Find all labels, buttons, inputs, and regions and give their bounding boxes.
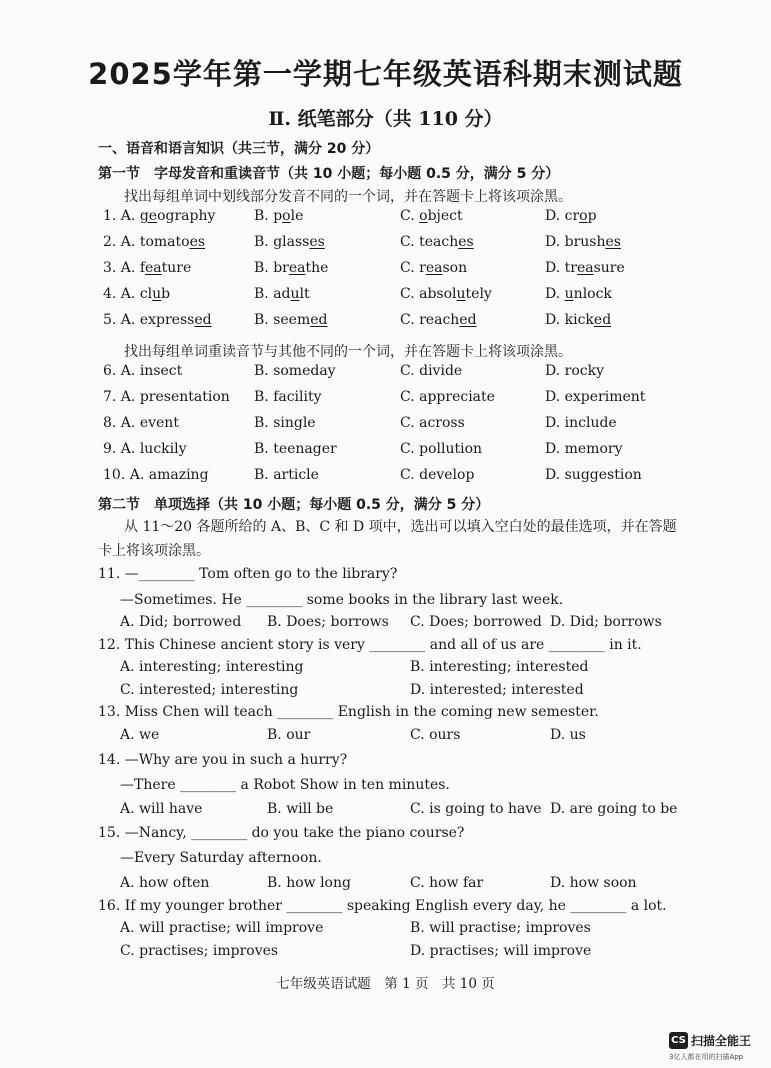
- q5-option-c: [400, 312, 477, 328]
- word-part: C. r: [400, 260, 426, 276]
- q15-option-c: C. how far: [410, 875, 484, 891]
- q9-option-a: 9. A. luckily: [103, 441, 187, 457]
- section1-instruction-b: 找出每组单词重读音节与其他不同的一个词，并在答题卡上将该项涂黑。: [124, 344, 572, 360]
- q2-option-c: [400, 234, 474, 250]
- q16-stem: 16. If my younger brother ________ speaking English every day, he ________ a lot.: [98, 898, 667, 914]
- word-part: 3. A. f: [103, 260, 145, 276]
- q6-option-a: 6. A. insect: [103, 363, 183, 379]
- q3-option-b: [254, 260, 328, 276]
- q15-option-b: B. how long: [267, 875, 351, 891]
- underlined-letters: ed: [194, 312, 212, 328]
- word-part: 1. A.: [103, 208, 140, 224]
- word-part: C. reach: [400, 312, 460, 328]
- word-part: nlock: [573, 286, 612, 302]
- q2-option-a: [103, 234, 205, 250]
- watermark-tagline: 3亿人都在用的扫描App: [669, 1053, 744, 1061]
- q12-option-b: B. interesting; interested: [410, 659, 589, 675]
- q16-option-c: C. practises; improves: [120, 943, 279, 959]
- underlined-letters: es: [309, 234, 325, 250]
- q5-option-d: [545, 312, 611, 328]
- q14-option-d: D. are going to be: [550, 801, 678, 817]
- word-part: C. teach: [400, 234, 459, 250]
- q10-option-d: D. suggestion: [545, 467, 642, 483]
- underlined-letters: ea: [576, 260, 594, 276]
- q11-option-a: A. Did; borrowed: [120, 614, 242, 630]
- q5-option-b: [254, 312, 327, 328]
- section2-instruction-line1: 从 11～20 各题所给的 A、B、C 和 D 项中，选出可以填入空白处的最佳选项，并在答题: [124, 519, 677, 535]
- underlined-letters: u: [456, 286, 466, 302]
- q6-option-d: D. rocky: [545, 363, 604, 379]
- word-part: ography: [157, 208, 216, 224]
- underlined-letters: es: [189, 234, 206, 250]
- q15-stem: 15. —Nancy, ________ do you take the piano course?: [98, 825, 465, 841]
- q5-option-a: [103, 312, 212, 328]
- q7-option-d: D. experiment: [545, 389, 646, 405]
- word-part: D.: [545, 286, 565, 302]
- q2-option-d: [545, 234, 621, 250]
- q3-option-a: [103, 260, 191, 276]
- section2-instruction-line2: 卡上将该项涂黑。: [98, 543, 210, 559]
- q1-option-c: [400, 208, 463, 224]
- q13-option-a: A. we: [120, 727, 160, 743]
- camscanner-logo-icon: CS: [669, 1032, 688, 1049]
- word-part: B. ad: [254, 286, 291, 302]
- q2-option-b: [254, 234, 325, 250]
- q6-option-c: C. divide: [400, 363, 463, 379]
- word-part: B. seem: [254, 312, 311, 328]
- word-part: D. cr: [545, 208, 580, 224]
- word-part: lt: [299, 286, 310, 302]
- q9-option-c: C. pollution: [400, 441, 483, 457]
- word-part: bject: [427, 208, 463, 224]
- underlined-letters: es: [458, 234, 474, 250]
- q12-stem: 12. This Chinese ancient story is very ________ and all of us are ________ in it.: [98, 637, 642, 653]
- q8-option-a: 8. A. event: [103, 415, 179, 431]
- word-part: B. br: [254, 260, 289, 276]
- q1-option-a: [103, 208, 215, 224]
- word-part: b: [161, 286, 171, 302]
- q7-option-a: 7. A. presentation: [103, 389, 230, 405]
- page-footer: 七年级英语试题 第 1 页 共 10 页: [276, 976, 495, 992]
- word-part: D. brush: [545, 234, 606, 250]
- q4-option-b: [254, 286, 310, 302]
- q3-option-d: [545, 260, 625, 276]
- q8-option-b: B. single: [254, 415, 316, 431]
- q4-option-c: [400, 286, 492, 302]
- q1-option-d: [545, 208, 597, 224]
- underlined-letters: ea: [145, 260, 162, 276]
- q14-option-c: C. is going to have: [410, 801, 542, 817]
- q4-option-d: [545, 286, 612, 302]
- q3-option-c: [400, 260, 467, 276]
- underlined-letters: o: [282, 208, 291, 224]
- section2-heading: 第二节 单项选择（共 10 小题；每小题 0.5 分，满分 5 分）: [98, 497, 490, 513]
- q11-option-c: C. Does; borrowed: [410, 614, 542, 630]
- q16-option-b: B. will practise; improves: [410, 920, 591, 936]
- q4-option-a: [103, 286, 170, 302]
- q16-option-a: A. will practise; will improve: [120, 920, 324, 936]
- underlined-letters: ge: [139, 208, 158, 224]
- q15-option-d: D. how soon: [550, 875, 637, 891]
- q11-option-d: D. Did; borrows: [550, 614, 662, 630]
- q14-option-b: B. will be: [267, 801, 334, 817]
- q11-option-b: B. Does; borrows: [267, 614, 389, 630]
- underlined-letters: o: [419, 208, 428, 224]
- exam-subtitle: Ⅱ. 纸笔部分（共 110 分）: [268, 108, 503, 130]
- word-part: C.: [400, 208, 420, 224]
- section1-instruction-a: 找出每组单词中划线部分发音不同的一个词，并在答题卡上将该项涂黑。: [124, 189, 572, 205]
- underlined-letters: ed: [593, 312, 612, 328]
- word-part: tely: [465, 286, 492, 302]
- q15-response: —Every Saturday afternoon.: [120, 850, 322, 866]
- word-part: B. p: [254, 208, 283, 224]
- part1-heading: 一、语音和语言知识（共三节，满分 20 分）: [98, 141, 380, 157]
- scanner-watermark: [669, 1030, 751, 1050]
- underlined-letters: u: [564, 286, 574, 302]
- word-part: ture: [161, 260, 192, 276]
- q14-response: —There ________ a Robot Show in ten minutes.: [120, 777, 450, 793]
- q7-option-c: C. appreciate: [400, 389, 495, 405]
- q11-response: —Sometimes. He ________ some books in the library last week.: [120, 592, 564, 608]
- q8-option-c: C. across: [400, 415, 465, 431]
- word-part: D. kick: [545, 312, 594, 328]
- word-part: sure: [593, 260, 625, 276]
- underlined-letters: o: [579, 208, 588, 224]
- q11-stem: 11. —________ Tom often go to the library?: [98, 566, 398, 582]
- q1-option-b: [254, 208, 303, 224]
- q12-option-a: A. interesting; interesting: [120, 659, 304, 675]
- q9-option-b: B. teenager: [254, 441, 337, 457]
- word-part: C. absol: [400, 286, 457, 302]
- word-part: 5. A. express: [103, 312, 195, 328]
- q10-option-b: B. article: [254, 467, 319, 483]
- word-part: 4. A. cl: [103, 286, 153, 302]
- underlined-letters: ed: [310, 312, 328, 328]
- underlined-letters: u: [290, 286, 300, 302]
- q13-option-c: C. ours: [410, 727, 461, 743]
- exam-title: 2025学年第一学期七年级英语科期末测试题: [88, 57, 683, 91]
- q7-option-b: B. facility: [254, 389, 322, 405]
- q10-option-a: 10. A. amazing: [103, 467, 209, 483]
- underlined-letters: u: [152, 286, 162, 302]
- q16-option-d: D. practises; will improve: [410, 943, 592, 959]
- underlined-letters: ea: [425, 260, 443, 276]
- q9-option-d: D. memory: [545, 441, 623, 457]
- q15-option-a: A. how often: [120, 875, 210, 891]
- underlined-letters: es: [605, 234, 621, 250]
- word-part: 2. A. tomato: [103, 234, 190, 250]
- word-part: p: [587, 208, 597, 224]
- q6-option-b: B. someday: [254, 363, 336, 379]
- q13-option-b: B. our: [267, 727, 311, 743]
- q12-option-d: D. interested; interested: [410, 682, 584, 698]
- q14-stem: 14. —Why are you in such a hurry?: [98, 752, 348, 768]
- word-part: le: [290, 208, 304, 224]
- q12-option-c: C. interested; interesting: [120, 682, 299, 698]
- q13-option-d: D. us: [550, 727, 586, 743]
- underlined-letters: ea: [288, 260, 306, 276]
- q13-stem: 13. Miss Chen will teach ________ English in the coming new semester.: [98, 704, 599, 720]
- q10-option-c: C. develop: [400, 467, 475, 483]
- word-part: the: [305, 260, 329, 276]
- section1-heading: 第一节 字母发音和重读音节（共 10 小题；每小题 0.5 分，满分 5 分）: [98, 166, 560, 182]
- word-part: son: [442, 260, 468, 276]
- q14-option-a: A. will have: [120, 801, 203, 817]
- word-part: B. glass: [254, 234, 310, 250]
- q8-option-d: D. include: [545, 415, 617, 431]
- watermark-brand: 扫描全能王: [691, 1033, 752, 1048]
- underlined-letters: ed: [459, 312, 477, 328]
- word-part: D. tr: [545, 260, 577, 276]
